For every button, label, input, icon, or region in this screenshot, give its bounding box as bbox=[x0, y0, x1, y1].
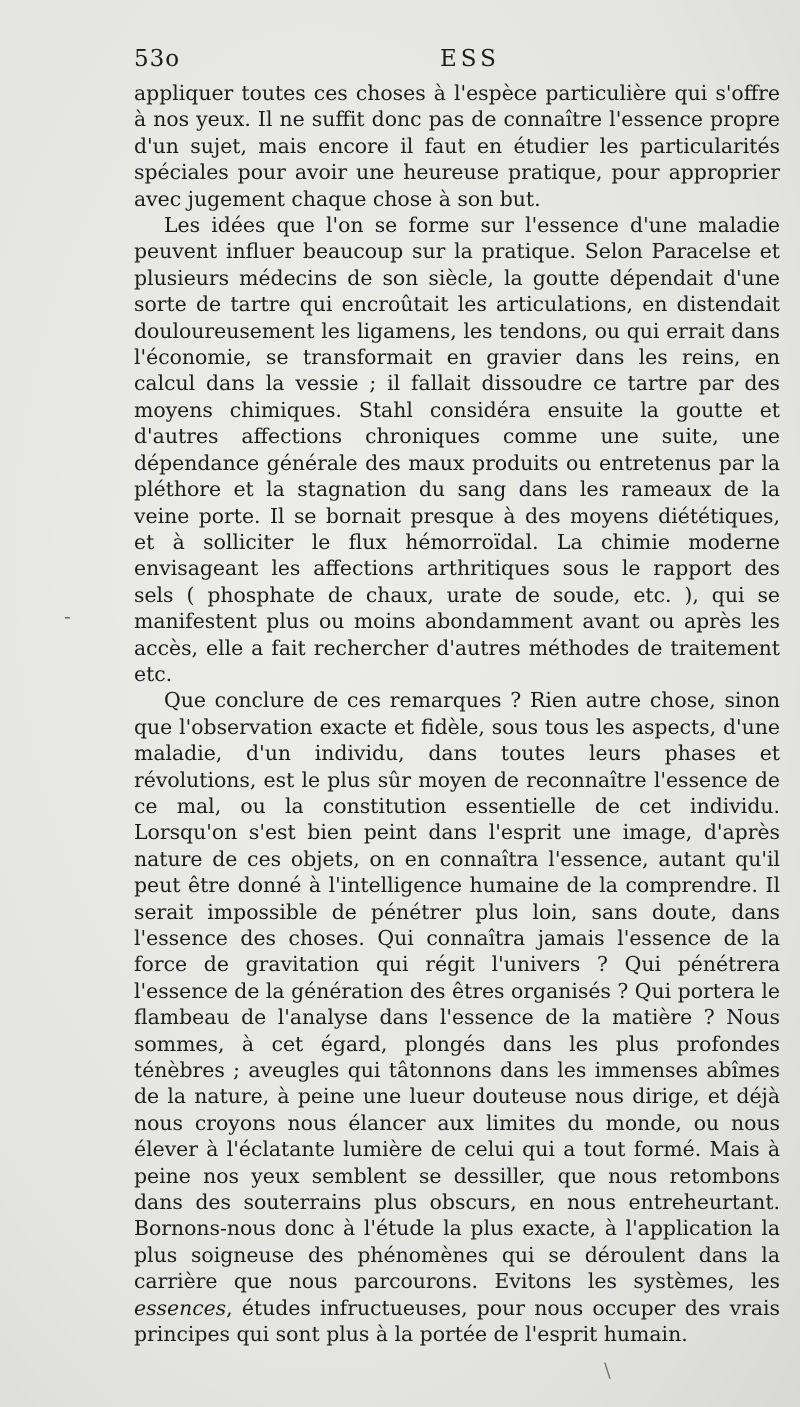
paragraph-conclusion bbox=[134, 687, 780, 1347]
page-number: 53o bbox=[134, 46, 181, 72]
running-head: ESS bbox=[440, 46, 500, 72]
paragraph-continuation: appliquer toutes ces choses à l'espèce particulière qui s'offre à nos yeux. Il ne suffit donc pas de connaître l'essence propre d'un sujet, mais encore il faut en étudier les particularités spéciales pour avoir une heureuse pratique, pour approprier avec jugement chaque chose à son but. bbox=[134, 81, 780, 211]
page-header bbox=[134, 46, 774, 82]
page-body bbox=[134, 80, 780, 1348]
paragraph-conclusion-end: , études infructueuses, pour nous occuper des vrais principes qui sont plus à la portée de l'esprit humain. bbox=[134, 1295, 780, 1347]
paragraph-conclusion-text: Que conclure de ces remarques ? Rien autre chose, sinon que l'observation exacte et fidèle, sous tous les aspects, d'une maladie, d'un individu, dans toutes leurs phases et révolutions, est le plus sûr moyen de reconnaître l'essence de ce mal, ou la constitution essentielle de cet individu. Lorsqu'on s'est bien peint dans l'esprit une image, d'après nature de ces objets, on en connaîtra l'essence, autant qu'il peut être donné à l'intelligence humaine de la comprendre. Il serait impossible de pénétrer plus loin, sans doute, dans l'essence des choses. Qui connaîtra jamais l'essence de la force de gravitation qui régit l'univers ? Qui pénétrera l'essence de la génération des êtres organisés ? Qui portera le flambeau de l'analyse dans l'essence de la matière ? Nous sommes, à cet égard, plongés dans les plus profondes ténèbres ; aveugles qui tâtonnons dans les immenses abîmes de la nature, à peine une lueur douteuse nous dirige, et déjà nous croyons nous élancer aux limites du monde, ou nous élever à l'éclatante lumière de celui qui a tout formé. Mais à peine nos yeux semblent se dessiller, que nous retombons dans des souterrains plus obscurs, en nous entreheurtant. Bornons-nous donc à l'étude la plus exacte, à l'application la plus soigneuse des phénomènes qui se déroulent dans la carrière que nous parcourons. Evitons les systèmes, les bbox=[134, 688, 780, 1294]
corner-glyph: \ bbox=[604, 1358, 611, 1382]
margin-dash: - bbox=[64, 604, 71, 628]
emphasis-essences: essences bbox=[134, 1295, 227, 1320]
paragraph-maladie: Les idées que l'on se forme sur l'essence d'une maladie peuvent influer beaucoup sur la pratique. Selon Paracelse et plusieurs médecins de son siècle, la goutte dépendait d'une sorte de tartre qui encroûtait les articulations, en distendait douloureusement les ligamens, les tendons, ou qui errait dans l'économie, se transformait en gravier dans les reins, en calcul dans la vessie ; il fallait dissoudre ce tartre par des moyens chimiques. Stahl considéra ensuite la goutte et d'autres affections chroniques comme une suite, une dépendance générale des maux produits ou entretenus par la pléthore et la stagnation du sang dans les rameaux de la veine porte. Il se bornait presque à des moyens diététiques, et à solliciter le flux hémorroïdal. La chimie moderne envisageant les affections arthritiques sous le rapport des sels ( phosphate de chaux, urate de soude, etc. ), qui se manifestent plus ou moins abondamment avant ou après les accès, elle a fait rechercher d'autres méthodes de traitement etc. bbox=[134, 213, 780, 686]
